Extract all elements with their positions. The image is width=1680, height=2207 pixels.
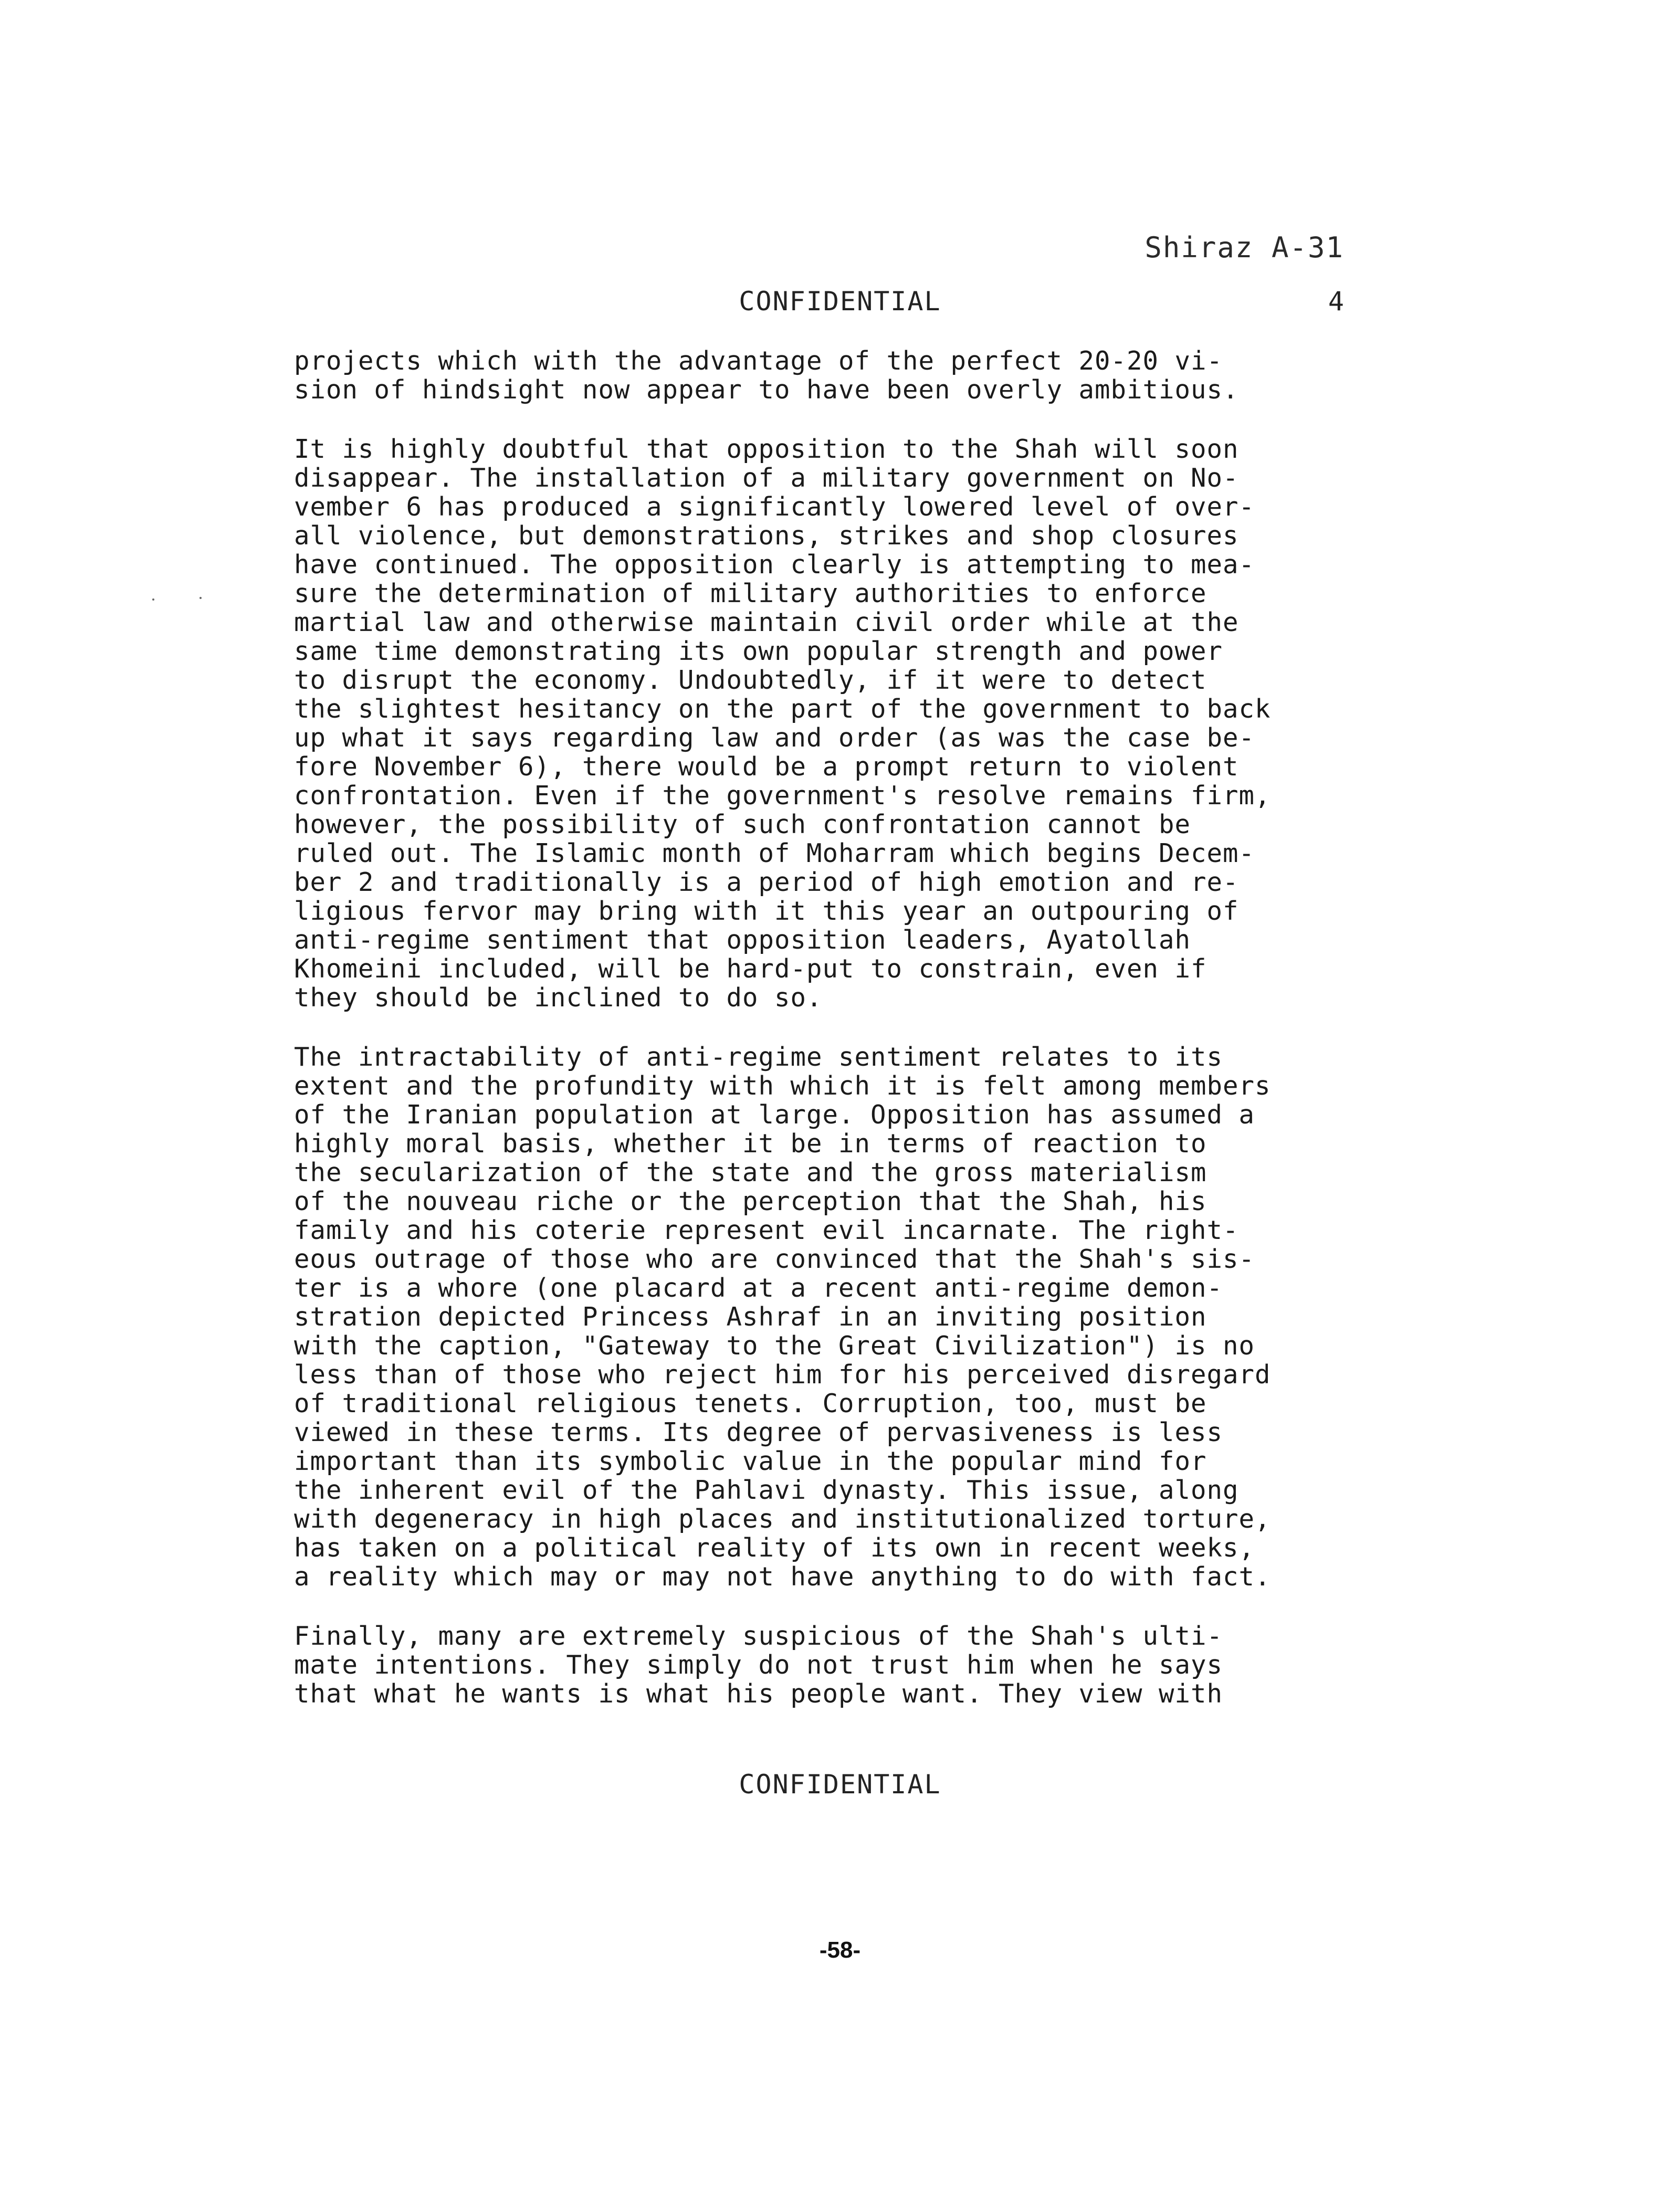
text-line: It is highly doubtful that opposition to the Shah will soon [294, 434, 1239, 464]
text-line: confrontation. Even if the government's resolve remains firm, [294, 781, 1271, 811]
footer-page-label: -58- [819, 1937, 861, 1963]
text-line: sure the determination of military authorities to enforce [294, 579, 1207, 608]
text-line: extent and the profundity with which it is felt among members [294, 1071, 1271, 1101]
text-line: martial law and otherwise maintain civil order while at the [294, 607, 1239, 637]
text-line: the slightest hesitancy on the part of the government to back [294, 694, 1271, 724]
text-line: mate intentions. They simply do not trust him when he says [294, 1650, 1223, 1680]
margin-mark [200, 597, 202, 599]
text-line: projects which with the advantage of the perfect 20-20 vi- [294, 346, 1223, 376]
text-line: however, the possibility of such confrontation cannot be [294, 810, 1191, 839]
text-line: with degeneracy in high places and institutionalized torture, [294, 1504, 1271, 1534]
text-line: to disrupt the economy. Undoubtedly, if it were to detect [294, 665, 1207, 695]
text-line: a reality which may or may not have anything to do with fact. [294, 1562, 1271, 1592]
text-line: of the nouveau riche or the perception that the Shah, his [294, 1186, 1207, 1216]
text-line: disappear. The installation of a military government on No- [294, 463, 1239, 493]
margin-mark [152, 598, 154, 601]
text-line: that what he wants is what his people want. They view with [294, 1679, 1223, 1709]
text-line: fore November 6), there would be a prompt return to violent [294, 752, 1239, 782]
classification-footer: CONFIDENTIAL [739, 1769, 941, 1800]
text-line: up what it says regarding law and order (as was the case be- [294, 723, 1255, 753]
text-line: they should be inclined to do so. [294, 983, 823, 1013]
text-line: highly moral basis, whether it be in terms of reaction to [294, 1129, 1207, 1159]
text-line: of the Iranian population at large. Opposition has assumed a [294, 1100, 1255, 1130]
text-line: anti-regime sentiment that opposition leaders, Ayatollah [294, 925, 1191, 955]
body-text [294, 346, 1376, 1739]
text-line: stration depicted Princess Ashraf in an inviting position [294, 1302, 1207, 1332]
text-line: sion of hindsight now appear to have been overly ambitious. [294, 375, 1239, 405]
classification-header: CONFIDENTIAL [739, 286, 941, 317]
text-line: same time demonstrating its own popular strength and power [294, 636, 1223, 666]
text-line: ter is a whore (one placard at a recent anti-regime demon- [294, 1273, 1223, 1303]
text-line: ligious fervor may bring with it this year an outpouring of [294, 896, 1239, 926]
text-line: vember 6 has produced a significantly lowered level of over- [294, 492, 1255, 522]
text-line: less than of those who reject him for his perceived disregard [294, 1360, 1271, 1390]
text-line: viewed in these terms. Its degree of pervasiveness is less [294, 1417, 1223, 1447]
text-line: have continued. The opposition clearly is attempting to mea- [294, 550, 1255, 580]
text-line: with the caption, "Gateway to the Great Civilization") is no [294, 1331, 1255, 1361]
text-line: ber 2 and traditionally is a period of high emotion and re- [294, 867, 1239, 897]
document-identifier: Shiraz A-31 [1144, 231, 1344, 264]
text-line: has taken on a political reality of its own in recent weeks, [294, 1533, 1255, 1563]
paragraph [294, 1043, 1376, 1591]
paragraph [294, 1622, 1376, 1708]
text-line: eous outrage of those who are convinced that the Shah's sis- [294, 1244, 1255, 1274]
text-line: Finally, many are extremely suspicious of the Shah's ulti- [294, 1621, 1223, 1651]
page-number: 4 [1328, 286, 1344, 317]
text-line: of traditional religious tenets. Corruption, too, must be [294, 1389, 1207, 1418]
text-line: all violence, but demonstrations, strikes and shop closures [294, 521, 1239, 551]
text-line: important than its symbolic value in the popular mind for [294, 1446, 1207, 1476]
text-line: ruled out. The Islamic month of Moharram which begins Decem- [294, 838, 1255, 868]
text-line: the inherent evil of the Pahlavi dynasty. This issue, along [294, 1475, 1239, 1505]
text-line: The intractability of anti-regime sentiment relates to its [294, 1042, 1223, 1072]
paragraph [294, 435, 1376, 1012]
text-line: family and his coterie represent evil incarnate. The right- [294, 1215, 1239, 1245]
text-line: Khomeini included, will be hard-put to constrain, even if [294, 954, 1207, 984]
paragraph [294, 346, 1376, 404]
text-line: the secularization of the state and the gross materialism [294, 1158, 1207, 1187]
